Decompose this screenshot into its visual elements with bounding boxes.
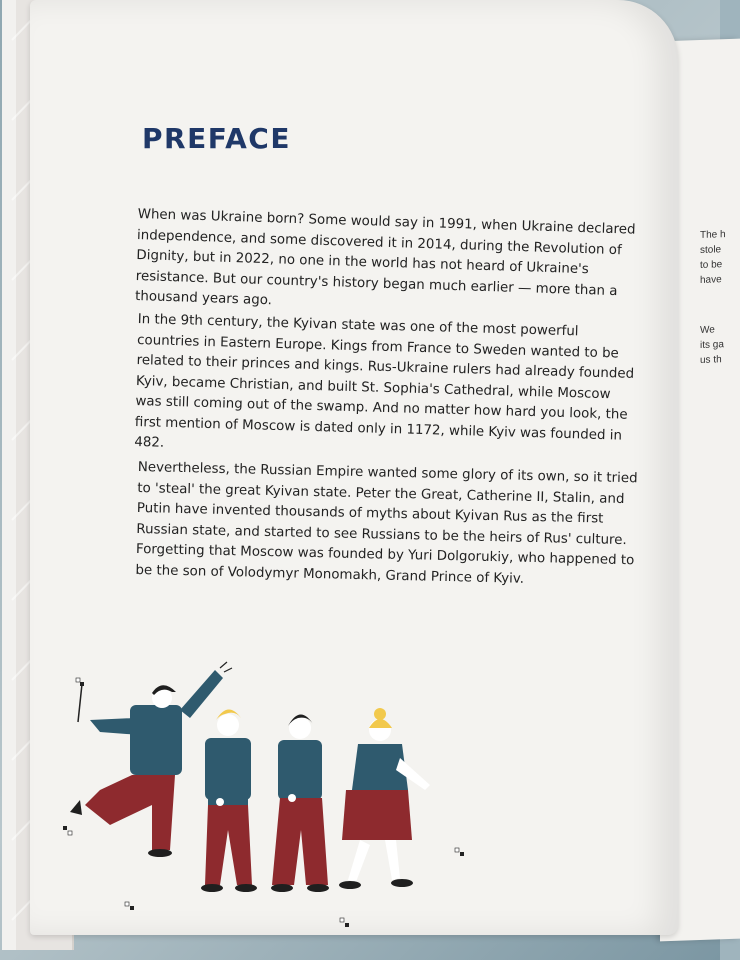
next-page-fragment: us th [700,354,722,366]
book-page [30,0,678,935]
paragraph-text: When was Ukraine born? Some would say in 1991, when Ukraine declared independence, and some discovered it in 2014, during the Revolution of Dignity, but in 2022, no one in the world has not heard of Ukraine's resistance. But our country's history began much earlier — more than a thousand years ago. [134,206,636,309]
blond-boy-figure [201,709,257,892]
blonde-girl-figure [339,708,430,889]
paragraph-1 [135,205,643,323]
next-page-fragment: stole [700,244,722,256]
paragraph-text: Nevertheless, the Russian Empire wanted some glory of its own, so it tried to 'steal' the great Kyivan state. Peter the Great, Catherine II, Stalin, and Putin have invented thousands of myths about Kyivan Rus as the first Russian state, and started to see Russians to be the heirs of Rus' culture. Forgetting that Moscow was founded by Yuri Dolgorukiy, who happened to be the son of Volodymyr Monomakh, Grand Prince of Kyiv. [135,459,638,587]
paragraph-text: In the 9th century, the Kyivan state was one of the most powerful countries in Eastern Europe. Kings from France to Sweden wanted to be related to their princes and kings. Rus-Ukraine rulers had already founded Kyiv, became Christian, and built St. Sophia's Cathedral, while Moscow was still coming out of the swamp. And no matter how hard you look, the first mention of Moscow is dated only in 1172, while Kyiv was founded in 482. [134,311,635,451]
next-page-fragment: The h [700,229,726,241]
paragraph-2 [134,310,643,468]
next-page-fragment: its ga [700,339,724,351]
folk-figures-illustration [30,640,530,940]
paragraph-3 [135,458,643,592]
next-page-fragment: have [700,274,722,286]
dark-haired-girl-figure [271,714,329,892]
next-page-fragment: to be [700,259,723,271]
page-title: PREFACE [142,122,291,155]
next-page-fragment: We [700,324,715,336]
